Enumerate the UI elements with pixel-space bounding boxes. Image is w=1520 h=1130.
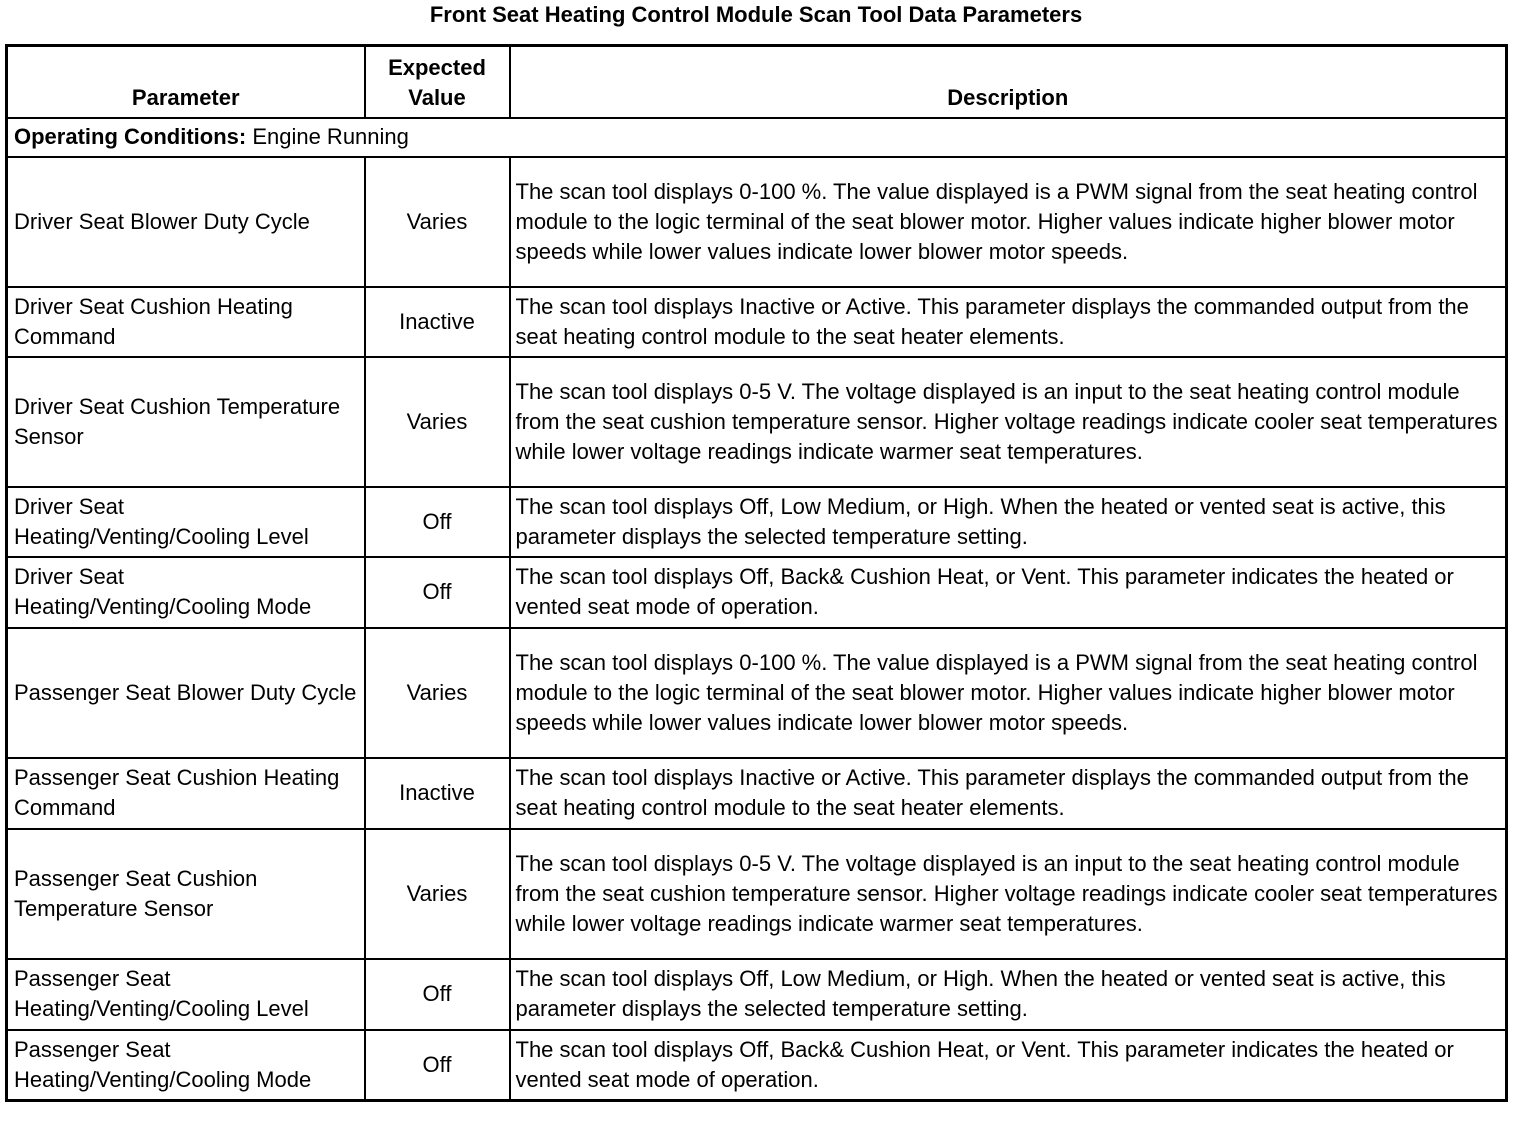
description-cell: The scan tool displays 0-5 V. The voltage displayed is an input to the seat heating control module from the seat cushion temperature sensor. Higher voltage readings indicate cooler seat temperatures while lower voltage readings indicate warmer seat temperatures. (510, 357, 1507, 487)
description-cell: The scan tool displays 0-100 %. The value displayed is a PWM signal from the seat heating control module to the logic terminal of the seat blower motor. Higher values indicate higher blower motor speeds while lower values indicate lower blower motor speeds. (510, 628, 1507, 758)
description-cell: The scan tool displays Inactive or Active. This parameter displays the commanded output from the seat heating control module to the seat heater elements. (510, 287, 1507, 357)
header-row (7, 46, 1507, 118)
description-cell: The scan tool displays Off, Low Medium, or High. When the heated or vented seat is active, this parameter displays the selected temperature setting. (510, 959, 1507, 1030)
operating-conditions (7, 118, 1507, 157)
parameter-cell: Passenger Seat Blower Duty Cycle (7, 628, 365, 758)
description-cell: The scan tool displays 0-100 %. The value displayed is a PWM signal from the seat heating control module to the logic terminal of the seat blower motor. Higher values indicate higher blower motor speeds while lower values indicate lower blower motor speeds. (510, 157, 1507, 287)
parameter-cell: Driver Seat Heating/Venting/Cooling Level (7, 487, 365, 557)
table-row (7, 487, 1507, 557)
description-cell: The scan tool displays Off, Low Medium, or High. When the heated or vented seat is active, this parameter displays the selected temperature setting. (510, 487, 1507, 557)
parameter-cell: Passenger Seat Heating/Venting/Cooling Mode (7, 1030, 365, 1101)
expected-value-cell: Off (365, 1030, 510, 1101)
description-cell: The scan tool displays Off, Back& Cushion Heat, or Vent. This parameter indicates the heated or vented seat mode of operation. (510, 557, 1507, 628)
expected-value-cell: Off (365, 487, 510, 557)
expected-value-cell: Varies (365, 628, 510, 758)
table-row (7, 157, 1507, 287)
description-cell: The scan tool displays Off, Back& Cushion Heat, or Vent. This parameter indicates the heated or vented seat mode of operation. (510, 1030, 1507, 1101)
table-row (7, 829, 1507, 959)
parameter-cell: Driver Seat Heating/Venting/Cooling Mode (7, 557, 365, 628)
parameter-cell: Passenger Seat Cushion Temperature Sensor (7, 829, 365, 959)
operating-conditions-value: Engine Running (246, 124, 409, 149)
table-row (7, 628, 1507, 758)
header-expected-value: Expected Value (365, 46, 510, 118)
expected-value-cell: Off (365, 959, 510, 1030)
expected-value-cell: Varies (365, 157, 510, 287)
expected-value-cell: Inactive (365, 758, 510, 829)
expected-value-cell: Off (365, 557, 510, 628)
table-row (7, 557, 1507, 628)
expected-value-cell: Varies (365, 829, 510, 959)
expected-value-cell: Inactive (365, 287, 510, 357)
parameter-cell: Driver Seat Cushion Heating Command (7, 287, 365, 357)
table-row (7, 1030, 1507, 1101)
table-row (7, 287, 1507, 357)
operating-conditions-label: Operating Conditions: (14, 124, 247, 149)
operating-conditions-row (7, 118, 1507, 157)
description-cell: The scan tool displays Inactive or Active. This parameter displays the commanded output from the seat heating control module to the seat heater elements. (510, 758, 1507, 829)
table-row (7, 758, 1507, 829)
parameter-cell: Driver Seat Cushion Temperature Sensor (7, 357, 365, 487)
parameter-cell: Passenger Seat Heating/Venting/Cooling Level (7, 959, 365, 1030)
description-cell: The scan tool displays 0-5 V. The voltage displayed is an input to the seat heating control module from the seat cushion temperature sensor. Higher voltage readings indicate cooler seat temperatures while lower voltage readings indicate warmer seat temperatures. (510, 829, 1507, 959)
table-row (7, 959, 1507, 1030)
parameter-cell: Driver Seat Blower Duty Cycle (7, 157, 365, 287)
parameter-cell: Passenger Seat Cushion Heating Command (7, 758, 365, 829)
table-row (7, 357, 1507, 487)
header-parameter: Parameter (7, 46, 365, 118)
scan-tool-data-table (5, 44, 1508, 1102)
document-title: Front Seat Heating Control Module Scan Tool Data Parameters (429, 2, 1083, 27)
header-description: Description (510, 46, 1507, 118)
expected-value-cell: Varies (365, 357, 510, 487)
